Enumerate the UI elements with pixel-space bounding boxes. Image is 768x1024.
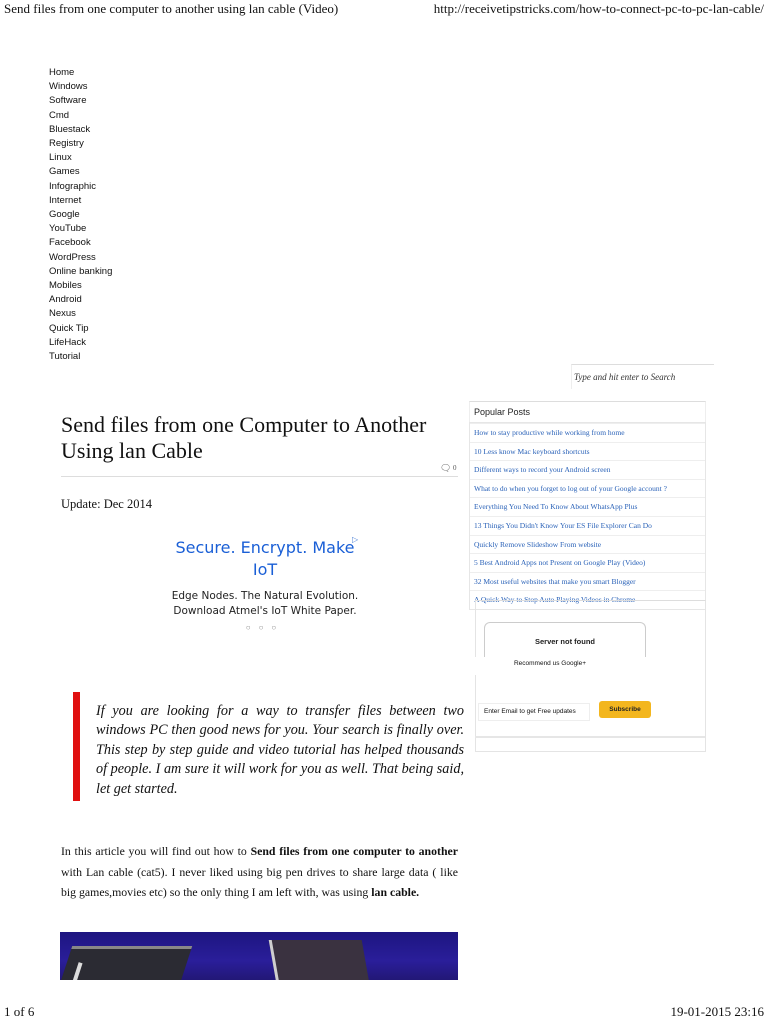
article-image: [60, 932, 458, 980]
nav-item-bluestack[interactable]: Bluestack: [49, 123, 91, 135]
nav-item-tutorial[interactable]: Tutorial: [49, 351, 81, 363]
print-header-url: http://receivetipstricks.com/how-to-connect-pc-to-pc-lan-cable/: [433, 1, 764, 16]
article-intro-text-2: with Lan cable (cat5). I never liked using big pen drives to share large data ( like big games,movies etc) so the only thing I am left with, was using: [61, 864, 458, 899]
adchoices-icon[interactable]: ▷: [352, 535, 359, 544]
nav-item-games[interactable]: Games: [49, 166, 80, 178]
comment-icon[interactable]: 🗨: [440, 463, 452, 473]
popular-posts-list: [469, 422, 706, 610]
nav-item-windows[interactable]: Windows: [49, 81, 88, 93]
search-box: [571, 364, 714, 389]
subscribe-button[interactable]: Subscribe: [599, 701, 651, 718]
popular-post-link[interactable]: 10 Less know Mac keyboard shortcuts: [470, 442, 705, 461]
nav-item-lifehack[interactable]: LifeHack: [49, 336, 86, 348]
popular-post-link[interactable]: 13 Things You Didn't Know Your ES File Explorer Can Do: [470, 516, 705, 535]
nav-item-facebook[interactable]: Facebook: [49, 237, 91, 249]
nav-item-home[interactable]: Home: [49, 67, 75, 78]
popular-post-link[interactable]: Everything You Need To Know About WhatsApp Plus: [470, 497, 705, 516]
nav-item-youtube[interactable]: YouTube: [49, 223, 87, 235]
nav-item-online-banking[interactable]: Online banking: [49, 265, 113, 277]
popular-post-link[interactable]: 5 Best Android Apps not Present on Google Play (Video): [470, 553, 705, 572]
ad-banner[interactable]: [170, 537, 360, 632]
email-subscribe-form: [478, 700, 590, 721]
comment-count[interactable]: 0: [453, 464, 457, 472]
computer-tower-graphic: [269, 940, 373, 980]
popular-posts-widget: [469, 401, 706, 610]
widget-divider: [475, 736, 705, 738]
article-intro-text-1: In this article you will find out how to: [61, 844, 251, 858]
print-header-title: Send files from one computer to another using lan cable (Video): [4, 1, 339, 16]
nav-item-cmd[interactable]: Cmd: [49, 109, 70, 121]
nav-item-quick-tip[interactable]: Quick Tip: [49, 322, 89, 334]
nav-item-infographic[interactable]: Infographic: [49, 180, 97, 192]
ad-body-text[interactable]: Edge Nodes. The Natural Evolution. Download Atmel's IoT White Paper.: [171, 590, 359, 617]
popular-posts-heading: Popular Posts: [469, 401, 706, 422]
nav-item-mobiles[interactable]: Mobiles: [49, 280, 82, 292]
popular-post-link[interactable]: 32 Most useful websites that make you smart Blogger: [470, 572, 705, 591]
popular-post-link[interactable]: Different ways to record your Android screen: [470, 460, 705, 479]
main-nav: [49, 66, 112, 364]
post-title: Send files from one Computer to Another Using lan Cable: [61, 412, 427, 463]
article-intro-bold-1: Send files from one computer to another: [250, 844, 458, 858]
nav-item-android[interactable]: Android: [49, 294, 82, 306]
nav-item-nexus[interactable]: Nexus: [49, 308, 76, 320]
article-intro: [61, 841, 458, 903]
search-input[interactable]: [572, 372, 714, 382]
title-divider: [61, 476, 458, 477]
email-field[interactable]: [478, 703, 590, 721]
print-footer-datetime: 19-01-2015 23:16: [670, 1004, 764, 1019]
recommend-google-plus[interactable]: Recommend us Google+: [440, 657, 660, 675]
popular-post-link[interactable]: How to stay productive while working from home: [470, 423, 705, 442]
ad-pagination-dots[interactable]: ○○○: [245, 623, 285, 632]
intro-quote: If you are looking for a way to transfer files between two windows PC then good news for you. Your search is finally over. This step by step guide and video tutorial has helped thousands of people. I am sure it will work for you as well. That being said, let get started.: [73, 692, 464, 801]
nav-item-linux[interactable]: Linux: [49, 152, 72, 164]
popular-post-link[interactable]: What to do when you forget to log out of your Google account ?: [470, 479, 705, 498]
print-footer-page: 1 of 6: [4, 1004, 35, 1019]
nav-item-google[interactable]: Google: [49, 209, 80, 221]
server-not-found-frame: Server not found: [484, 622, 646, 657]
post-update-date: Update: Dec 2014: [61, 497, 152, 511]
nav-item-internet[interactable]: Internet: [49, 194, 82, 206]
article-intro-bold-2: lan cable.: [371, 885, 420, 899]
nav-item-registry[interactable]: Registry: [49, 138, 84, 150]
nav-item-software[interactable]: Software: [49, 95, 87, 107]
ad-headline[interactable]: Secure. Encrypt. Make IoT: [175, 538, 355, 579]
popular-post-link[interactable]: Quickly Remove Slideshow From website: [470, 535, 705, 554]
nav-item-wordpress[interactable]: WordPress: [49, 251, 96, 263]
popular-post-link[interactable]: A Quick Way to Stop Auto Playing Videos in Chrome: [470, 590, 705, 609]
